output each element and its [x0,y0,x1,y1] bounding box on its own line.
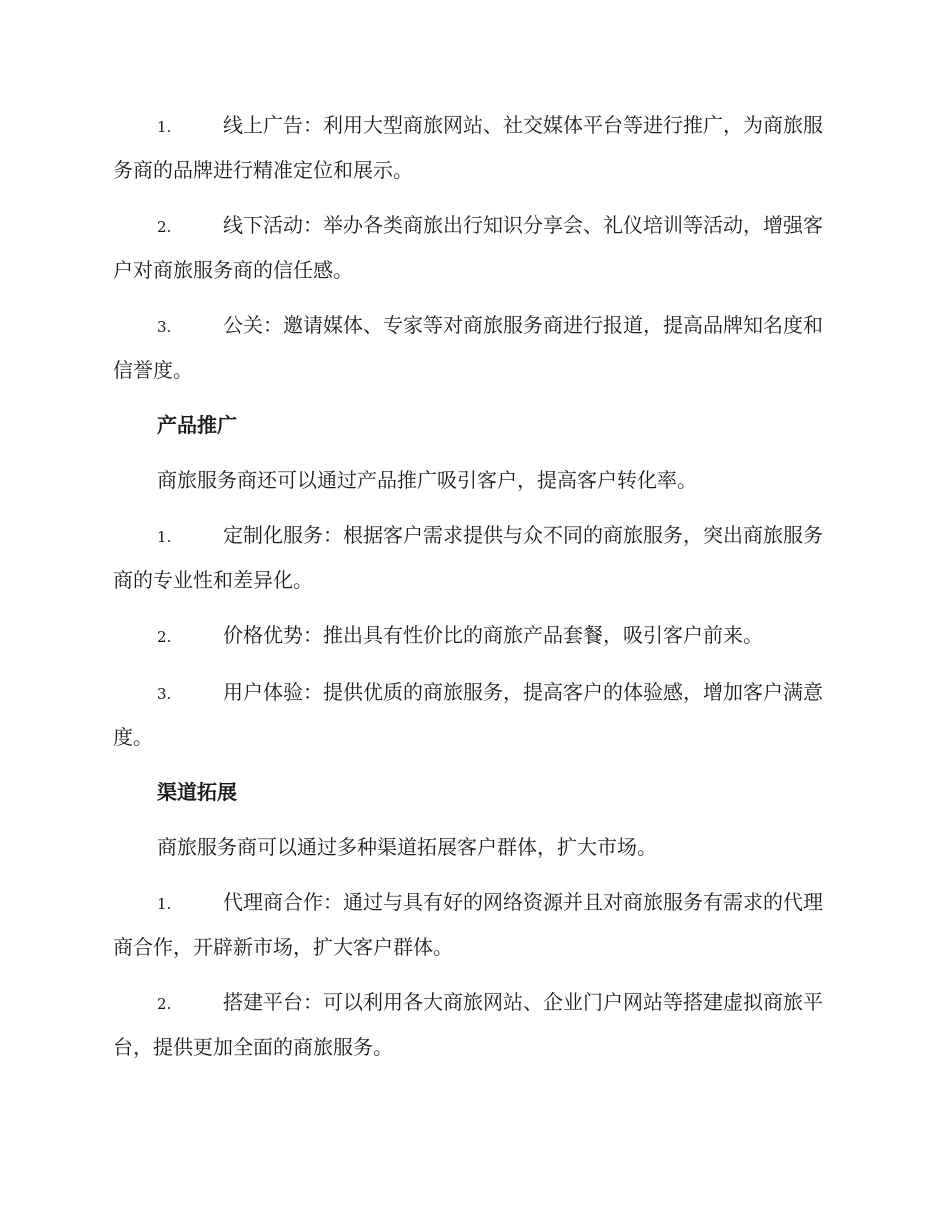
section-intro-product: 商旅服务商还可以通过产品推广吸引客户，提高客户转化率。 [157,468,697,492]
list-item [113,514,833,602]
list-text: 价格优势：推出具有性价比的商旅产品套餐，吸引客户前来。 [223,623,763,647]
list-number: 2. [157,218,172,236]
list-text: 用户体验：提供优质的商旅服务，提高客户的体验感，增加客户满意度。 [113,680,823,749]
list-number: 1. [157,895,172,913]
list-number: 3. [157,685,172,703]
list-item [113,104,833,192]
list-number: 1. [157,528,172,546]
list-item [113,671,833,759]
list-text: 搭建平台：可以利用各大商旅网站、企业门户网站等搭建虚拟商旅平台，提供更加全面的商旅服务。 [113,990,823,1059]
section-intro-channel: 商旅服务商可以通过多种渠道拓展客户群体，扩大市场。 [157,835,657,859]
section-heading-product: 产品推广 [157,413,237,437]
list-item [113,981,833,1069]
list-text: 线上广告：利用大型商旅网站、社交媒体平台等进行推广，为商旅服务商的品牌进行精准定位和展示。 [113,113,823,182]
document-page [113,104,833,1081]
list-item [113,881,833,969]
list-number: 2. [157,995,172,1013]
list-number: 3. [157,318,172,336]
section-heading-channel: 渠道拓展 [157,780,237,804]
list-text: 代理商合作：通过与具有好的网络资源并且对商旅服务有需求的代理商合作，开辟新市场，扩大客户群体。 [113,890,823,959]
list-item [113,304,833,392]
list-item [113,614,833,659]
list-text: 线下活动：举办各类商旅出行知识分享会、礼仪培训等活动，增强客户对商旅服务商的信任感。 [113,213,823,282]
list-text: 公关：邀请媒体、专家等对商旅服务商进行报道，提高品牌知名度和信誉度。 [113,313,823,382]
list-number: 2. [157,628,172,646]
list-text: 定制化服务：根据客户需求提供与众不同的商旅服务，突出商旅服务商的专业性和差异化。 [113,523,823,592]
list-item [113,204,833,292]
list-number: 1. [157,118,172,136]
